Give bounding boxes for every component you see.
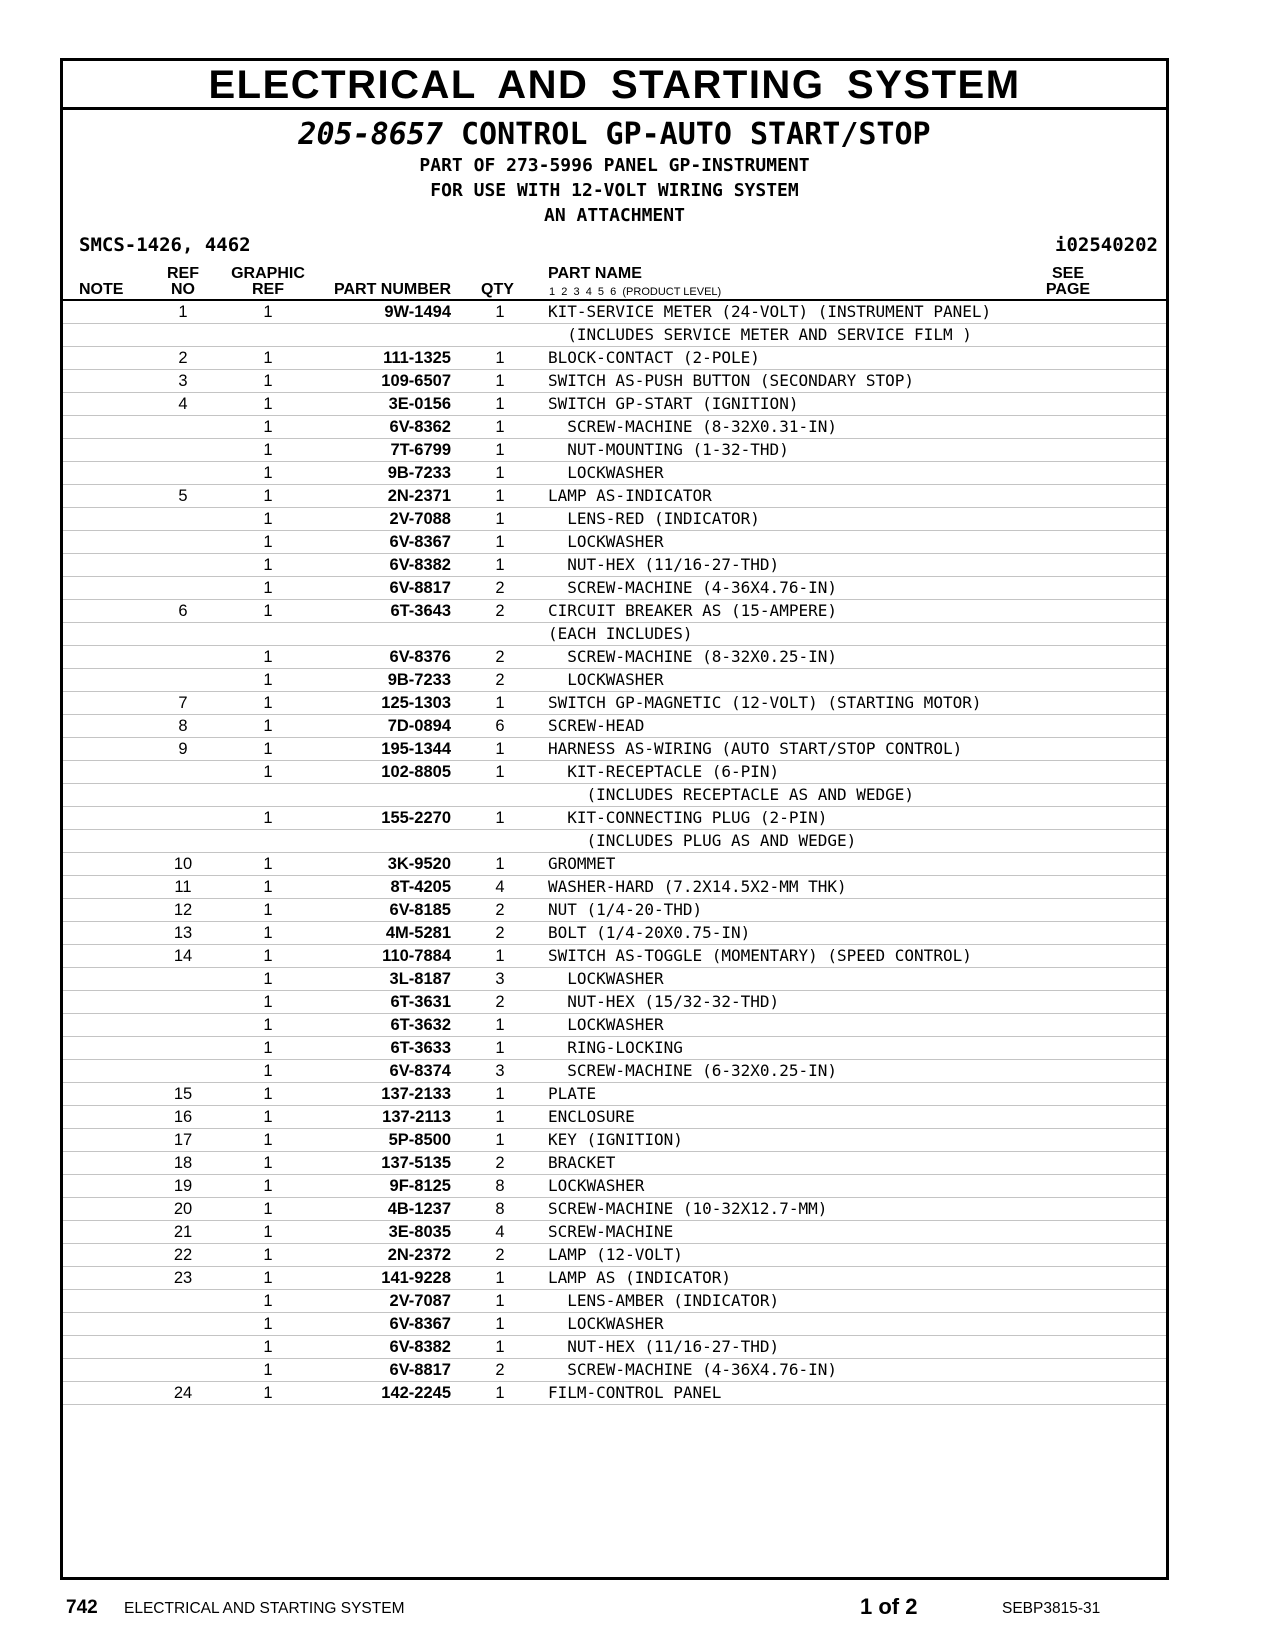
part-name: SCREW-MACHINE (4-36X4.76-IN) (548, 578, 837, 597)
quantity: 1 (495, 1085, 505, 1103)
quantity: 8 (495, 1200, 505, 1218)
table-row (63, 715, 1166, 738)
graphic-ref: 1 (263, 809, 273, 827)
group-number: 205-8657 (298, 117, 443, 152)
part-name: SWITCH GP-START (IGNITION) (548, 394, 799, 413)
table-row (63, 1290, 1166, 1313)
ref-no: 18 (173, 1154, 193, 1172)
subtitle-line: PART OF 273-5996 PANEL GP-INSTRUMENT (419, 155, 810, 176)
col-ref-bottom: NO (171, 281, 195, 298)
quantity: 1 (495, 349, 505, 367)
part-name: SWITCH GP-MAGNETIC (12-VOLT) (STARTING MOTOR) (548, 693, 982, 712)
quantity: 1 (495, 510, 505, 528)
table-row (63, 830, 1166, 853)
graphic-ref: 1 (263, 579, 273, 597)
parts-page-frame (60, 58, 1169, 1580)
col-ref-top: REF (167, 265, 199, 282)
table-row (63, 991, 1166, 1014)
subtitle-line: AN ATTACHMENT (544, 205, 685, 226)
quantity: 2 (495, 1361, 505, 1379)
part-name: SCREW-HEAD (548, 716, 645, 735)
table-row (63, 508, 1166, 531)
graphic-ref: 1 (263, 602, 273, 620)
graphic-ref: 1 (263, 1223, 273, 1241)
part-name: LOCKWASHER (548, 463, 664, 482)
table-row (63, 1152, 1166, 1175)
ref-no: 10 (173, 855, 193, 873)
graphic-ref: 1 (263, 1269, 273, 1287)
table-row (63, 1359, 1166, 1382)
part-number: 3E-0156 (388, 395, 451, 413)
graphic-ref: 1 (263, 1315, 273, 1333)
table-row (63, 1313, 1166, 1336)
quantity: 2 (495, 579, 505, 597)
part-number: 125-1303 (381, 694, 451, 712)
part-name: LAMP AS (INDICATOR) (548, 1268, 732, 1287)
graphic-ref: 1 (263, 947, 273, 965)
col-qty: QTY (481, 281, 514, 298)
quantity: 1 (495, 1039, 505, 1057)
product-level: 1 2 3 4 5 6 (PRODUCT LEVEL) (549, 286, 722, 298)
table-row (63, 1336, 1166, 1359)
graphic-ref: 1 (263, 1361, 273, 1379)
part-name: WASHER-HARD (7.2X14.5X2-MM THK) (548, 877, 847, 896)
table-row (63, 646, 1166, 669)
part-name: (EACH INCLUDES) (548, 624, 693, 643)
part-number: 2N-2372 (387, 1246, 451, 1264)
part-number: 195-1344 (381, 740, 451, 758)
table-row (63, 393, 1166, 416)
part-number: 9F-8125 (389, 1177, 451, 1195)
col-part-number: PART NUMBER (333, 281, 451, 298)
quantity: 1 (495, 1292, 505, 1310)
ref-no: 9 (178, 740, 188, 758)
ref-no: 7 (178, 694, 188, 712)
table-row (63, 669, 1166, 692)
quantity: 6 (495, 717, 505, 735)
table-row (63, 301, 1166, 324)
ref-no: 21 (173, 1223, 193, 1241)
table-row (63, 416, 1166, 439)
table-row (63, 347, 1166, 370)
table-row (63, 554, 1166, 577)
quantity: 4 (495, 1223, 505, 1241)
quantity: 1 (495, 533, 505, 551)
table-row (63, 922, 1166, 945)
part-number: 6V-8185 (389, 901, 451, 919)
table-row (63, 324, 1166, 347)
part-number: 137-2113 (382, 1108, 451, 1126)
part-name: KIT-SERVICE METER (24-VOLT) (INSTRUMENT PANEL) (548, 302, 992, 321)
part-name: LENS-AMBER (INDICATOR) (548, 1291, 780, 1310)
quantity: 3 (495, 1062, 505, 1080)
part-number: 6V-8376 (389, 648, 451, 666)
part-number: 141-9228 (381, 1269, 451, 1287)
graphic-ref: 1 (263, 648, 273, 666)
quantity: 2 (495, 1154, 505, 1172)
part-number: 9W-1494 (384, 303, 451, 321)
part-name: (INCLUDES SERVICE METER AND SERVICE FILM ) (548, 325, 972, 344)
quantity: 1 (495, 395, 505, 413)
table-row (63, 761, 1166, 784)
part-number: 6V-8382 (389, 556, 451, 574)
quantity: 1 (495, 1269, 505, 1287)
part-name: SCREW-MACHINE (8-32X0.25-IN) (548, 647, 837, 666)
quantity: 1 (495, 556, 505, 574)
part-number: 102-8805 (381, 763, 451, 781)
part-number: 137-2133 (381, 1085, 451, 1103)
part-name: LENS-RED (INDICATOR) (548, 509, 760, 528)
graphic-ref: 1 (263, 1016, 273, 1034)
ref-no: 15 (173, 1085, 193, 1103)
table-row (63, 1221, 1166, 1244)
table-row (63, 1014, 1166, 1037)
part-name: NUT-HEX (15/32-32-THD) (548, 992, 780, 1011)
quantity: 1 (495, 694, 505, 712)
table-row (63, 1129, 1166, 1152)
graphic-ref: 1 (263, 740, 273, 758)
table-row (63, 899, 1166, 922)
part-name: SCREW-MACHINE (4-36X4.76-IN) (548, 1360, 837, 1379)
part-name: LOCKWASHER (548, 1176, 645, 1195)
ref-no: 12 (173, 901, 193, 919)
part-number: 5P-8500 (388, 1131, 451, 1149)
part-name: KIT-CONNECTING PLUG (2-PIN) (548, 808, 828, 827)
table-row (63, 692, 1166, 715)
quantity: 1 (495, 441, 505, 459)
ref-no: 19 (173, 1177, 193, 1195)
graphic-ref: 1 (263, 717, 273, 735)
quantity: 1 (495, 372, 505, 390)
graphic-ref: 1 (263, 303, 273, 321)
graphic-ref: 1 (263, 1200, 273, 1218)
part-name: (INCLUDES RECEPTACLE AS AND WEDGE) (548, 785, 915, 804)
table-row (63, 439, 1166, 462)
graphic-ref: 1 (263, 855, 273, 873)
part-name: NUT-MOUNTING (1-32-THD) (548, 440, 789, 459)
part-number: 3L-8187 (389, 970, 451, 988)
part-number: 6V-8817 (389, 579, 451, 597)
part-name: PLATE (548, 1084, 597, 1103)
part-name: (INCLUDES PLUG AS AND WEDGE) (548, 831, 857, 850)
part-number: 6T-3631 (390, 993, 451, 1011)
part-name: BRACKET (548, 1153, 616, 1172)
quantity: 1 (495, 763, 505, 781)
graphic-ref: 1 (263, 671, 273, 689)
quantity: 1 (495, 1016, 505, 1034)
ref-no: 23 (173, 1269, 193, 1287)
part-name: NUT-HEX (11/16-27-THD) (548, 555, 780, 574)
part-name: LOCKWASHER (548, 1314, 664, 1333)
quantity: 3 (495, 970, 505, 988)
quantity: 1 (495, 487, 505, 505)
graphic-ref: 1 (263, 1108, 273, 1126)
graphic-ref: 1 (263, 1154, 273, 1172)
part-number: 109-6507 (381, 372, 451, 390)
subtitle-line: FOR USE WITH 12-VOLT WIRING SYSTEM (430, 180, 799, 201)
graphic-ref: 1 (263, 924, 273, 942)
part-number: 2V-7088 (389, 510, 451, 528)
part-number: 110-7884 (382, 947, 451, 965)
document-id: SEBP3815-31 (1002, 1600, 1101, 1617)
quantity: 1 (495, 464, 505, 482)
ref-no: 17 (173, 1131, 193, 1149)
graphic-ref: 1 (263, 1384, 273, 1402)
ref-no: 4 (178, 395, 188, 413)
part-number: 6V-8374 (389, 1062, 451, 1080)
col-part-name: PART NAME (548, 265, 642, 282)
part-number: 6V-8362 (389, 418, 451, 436)
quantity: 1 (495, 855, 505, 873)
page-number: 742 (66, 1597, 98, 1618)
table-row (63, 1198, 1166, 1221)
part-name: NUT-HEX (11/16-27-THD) (548, 1337, 780, 1356)
smcs-code: SMCS-1426, 4462 (79, 234, 251, 256)
part-number: 2V-7087 (389, 1292, 451, 1310)
ref-no: 11 (174, 878, 192, 896)
ref-no: 20 (173, 1200, 193, 1218)
quantity: 2 (495, 671, 505, 689)
group-name: CONTROL GP-AUTO START/STOP (442, 117, 931, 152)
part-number: 4M-5281 (385, 924, 451, 942)
graphic-ref: 1 (263, 464, 273, 482)
col-graphic (223, 266, 313, 298)
table-row (63, 1106, 1166, 1129)
part-name: BOLT (1/4-20X0.75-IN) (548, 923, 751, 942)
table-row (63, 600, 1166, 623)
part-name: SWITCH AS-TOGGLE (MOMENTARY) (SPEED CONTROL) (548, 946, 972, 965)
col-ref (163, 266, 203, 298)
table-row (63, 485, 1166, 508)
ref-no: 22 (173, 1246, 193, 1264)
quantity: 8 (495, 1177, 505, 1195)
part-number: 6V-8367 (389, 533, 451, 551)
part-name: SCREW-MACHINE (8-32X0.31-IN) (548, 417, 837, 436)
ref-no: 6 (178, 602, 188, 620)
part-number: 9B-7233 (387, 464, 451, 482)
quantity: 2 (495, 901, 505, 919)
table-row (63, 462, 1166, 485)
part-name: LOCKWASHER (548, 532, 664, 551)
quantity: 2 (495, 993, 505, 1011)
part-name: LOCKWASHER (548, 670, 664, 689)
part-number: 4B-1237 (387, 1200, 451, 1218)
part-name: LAMP AS-INDICATOR (548, 486, 712, 505)
table-row (63, 1175, 1166, 1198)
table-row (63, 968, 1166, 991)
ref-no: 8 (178, 717, 188, 735)
part-name: SCREW-MACHINE (6-32X0.25-IN) (548, 1061, 837, 1080)
col-see-bottom: PAGE (1045, 281, 1091, 298)
graphic-ref: 1 (263, 418, 273, 436)
table-row (63, 1083, 1166, 1106)
ref-no: 3 (178, 372, 188, 390)
part-number: 3K-9520 (387, 855, 451, 873)
quantity: 2 (495, 924, 505, 942)
part-name: HARNESS AS-WIRING (AUTO START/STOP CONTROL) (548, 739, 963, 758)
graphic-ref: 1 (263, 556, 273, 574)
part-name: KIT-RECEPTACLE (6-PIN) (548, 762, 780, 781)
group-title (63, 117, 1166, 153)
part-name: CIRCUIT BREAKER AS (15-AMPERE) (548, 601, 837, 620)
part-number: 2N-2371 (387, 487, 451, 505)
quantity: 1 (495, 1315, 505, 1333)
ref-no: 2 (178, 349, 188, 367)
part-name: KEY (IGNITION) (548, 1130, 683, 1149)
ref-no: 5 (178, 487, 188, 505)
col-see-top: SEE (1051, 265, 1084, 282)
part-number: 8T-4205 (390, 878, 451, 896)
part-number: 6T-3633 (390, 1039, 451, 1057)
quantity: 1 (495, 809, 505, 827)
graphic-ref: 1 (263, 694, 273, 712)
quantity: 2 (495, 1246, 505, 1264)
part-number: 6V-8367 (389, 1315, 451, 1333)
part-number: 6V-8382 (389, 1338, 451, 1356)
part-name: NUT (1/4-20-THD) (548, 900, 703, 919)
table-row (63, 623, 1166, 646)
graphic-ref: 1 (263, 878, 273, 896)
parts-table (63, 301, 1166, 1405)
part-name: SCREW-MACHINE (10-32X12.7-MM) (548, 1199, 828, 1218)
table-row (63, 945, 1166, 968)
part-name: LAMP (12-VOLT) (548, 1245, 683, 1264)
ref-no: 14 (173, 947, 193, 965)
part-name: LOCKWASHER (548, 969, 664, 988)
quantity: 1 (495, 1338, 505, 1356)
graphic-ref: 1 (263, 510, 273, 528)
ref-no: 13 (173, 924, 193, 942)
quantity: 1 (495, 947, 505, 965)
part-name: FILM-CONTROL PANEL (548, 1383, 722, 1402)
graphic-ref: 1 (263, 1246, 273, 1264)
quantity: 1 (495, 418, 505, 436)
col-graphic-top: GRAPHIC (231, 265, 305, 282)
part-name: ENCLOSURE (548, 1107, 635, 1126)
graphic-ref: 1 (263, 763, 273, 781)
col-graphic-bottom: REF (252, 281, 284, 298)
graphic-ref: 1 (263, 533, 273, 551)
table-row (63, 531, 1166, 554)
quantity: 1 (495, 740, 505, 758)
graphic-ref: 1 (263, 1039, 273, 1057)
part-number: 7T-6799 (390, 441, 451, 459)
graphic-ref: 1 (263, 1131, 273, 1149)
quantity: 2 (495, 648, 505, 666)
part-number: 137-5135 (381, 1154, 451, 1172)
part-number: 142-2245 (381, 1384, 451, 1402)
table-row (63, 370, 1166, 393)
table-row (63, 1037, 1166, 1060)
part-name: BLOCK-CONTACT (2-POLE) (548, 348, 760, 367)
part-number: 9B-7233 (387, 671, 451, 689)
part-name: LOCKWASHER (548, 1015, 664, 1034)
table-row (63, 1382, 1166, 1405)
graphic-ref: 1 (263, 1177, 273, 1195)
table-row (63, 1244, 1166, 1267)
group-header (63, 117, 1166, 228)
graphic-ref: 1 (263, 970, 273, 988)
table-row (63, 807, 1166, 830)
part-number: 7D-0894 (387, 717, 451, 735)
table-row (63, 853, 1166, 876)
quantity: 2 (495, 602, 505, 620)
part-number: 6T-3632 (390, 1016, 451, 1034)
table-row (63, 1060, 1166, 1083)
graphic-ref: 1 (263, 372, 273, 390)
graphic-ref: 1 (263, 1085, 273, 1103)
quantity: 1 (495, 1384, 505, 1402)
page-count: 1 of 2 (860, 1594, 918, 1619)
part-number: 111-1325 (383, 349, 451, 367)
part-name: SWITCH AS-PUSH BUTTON (SECONDARY STOP) (548, 371, 915, 390)
graphic-ref: 1 (263, 993, 273, 1011)
quantity: 1 (495, 1108, 505, 1126)
col-see-page (1043, 266, 1093, 298)
quantity: 1 (495, 1131, 505, 1149)
part-name: RING-LOCKING (548, 1038, 683, 1057)
graphic-ref: 1 (263, 1062, 273, 1080)
ref-no: 16 (173, 1108, 193, 1126)
ref-no: 1 (178, 303, 188, 321)
graphic-ref: 1 (263, 441, 273, 459)
part-number: 6T-3643 (390, 602, 451, 620)
part-name: SCREW-MACHINE (548, 1222, 674, 1241)
ref-no: 24 (173, 1384, 193, 1402)
quantity: 1 (495, 303, 505, 321)
part-name: GROMMET (548, 854, 616, 873)
illustration-id: i02540202 (1055, 234, 1158, 256)
part-number: 3E-8035 (388, 1223, 451, 1241)
graphic-ref: 1 (263, 901, 273, 919)
footer-section: ELECTRICAL AND STARTING SYSTEM (124, 1600, 405, 1617)
graphic-ref: 1 (263, 349, 273, 367)
graphic-ref: 1 (263, 1338, 273, 1356)
graphic-ref: 1 (263, 1292, 273, 1310)
table-row (63, 784, 1166, 807)
graphic-ref: 1 (263, 487, 273, 505)
column-headers (63, 266, 1166, 301)
col-note: NOTE (79, 281, 124, 298)
table-row (63, 738, 1166, 761)
quantity: 4 (495, 878, 505, 896)
part-number: 155-2270 (381, 809, 451, 827)
section-title: ELECTRICAL AND STARTING SYSTEM (63, 61, 1166, 110)
table-row (63, 577, 1166, 600)
part-number: 6V-8817 (389, 1361, 451, 1379)
table-row (63, 1267, 1166, 1290)
table-row (63, 876, 1166, 899)
graphic-ref: 1 (263, 395, 273, 413)
